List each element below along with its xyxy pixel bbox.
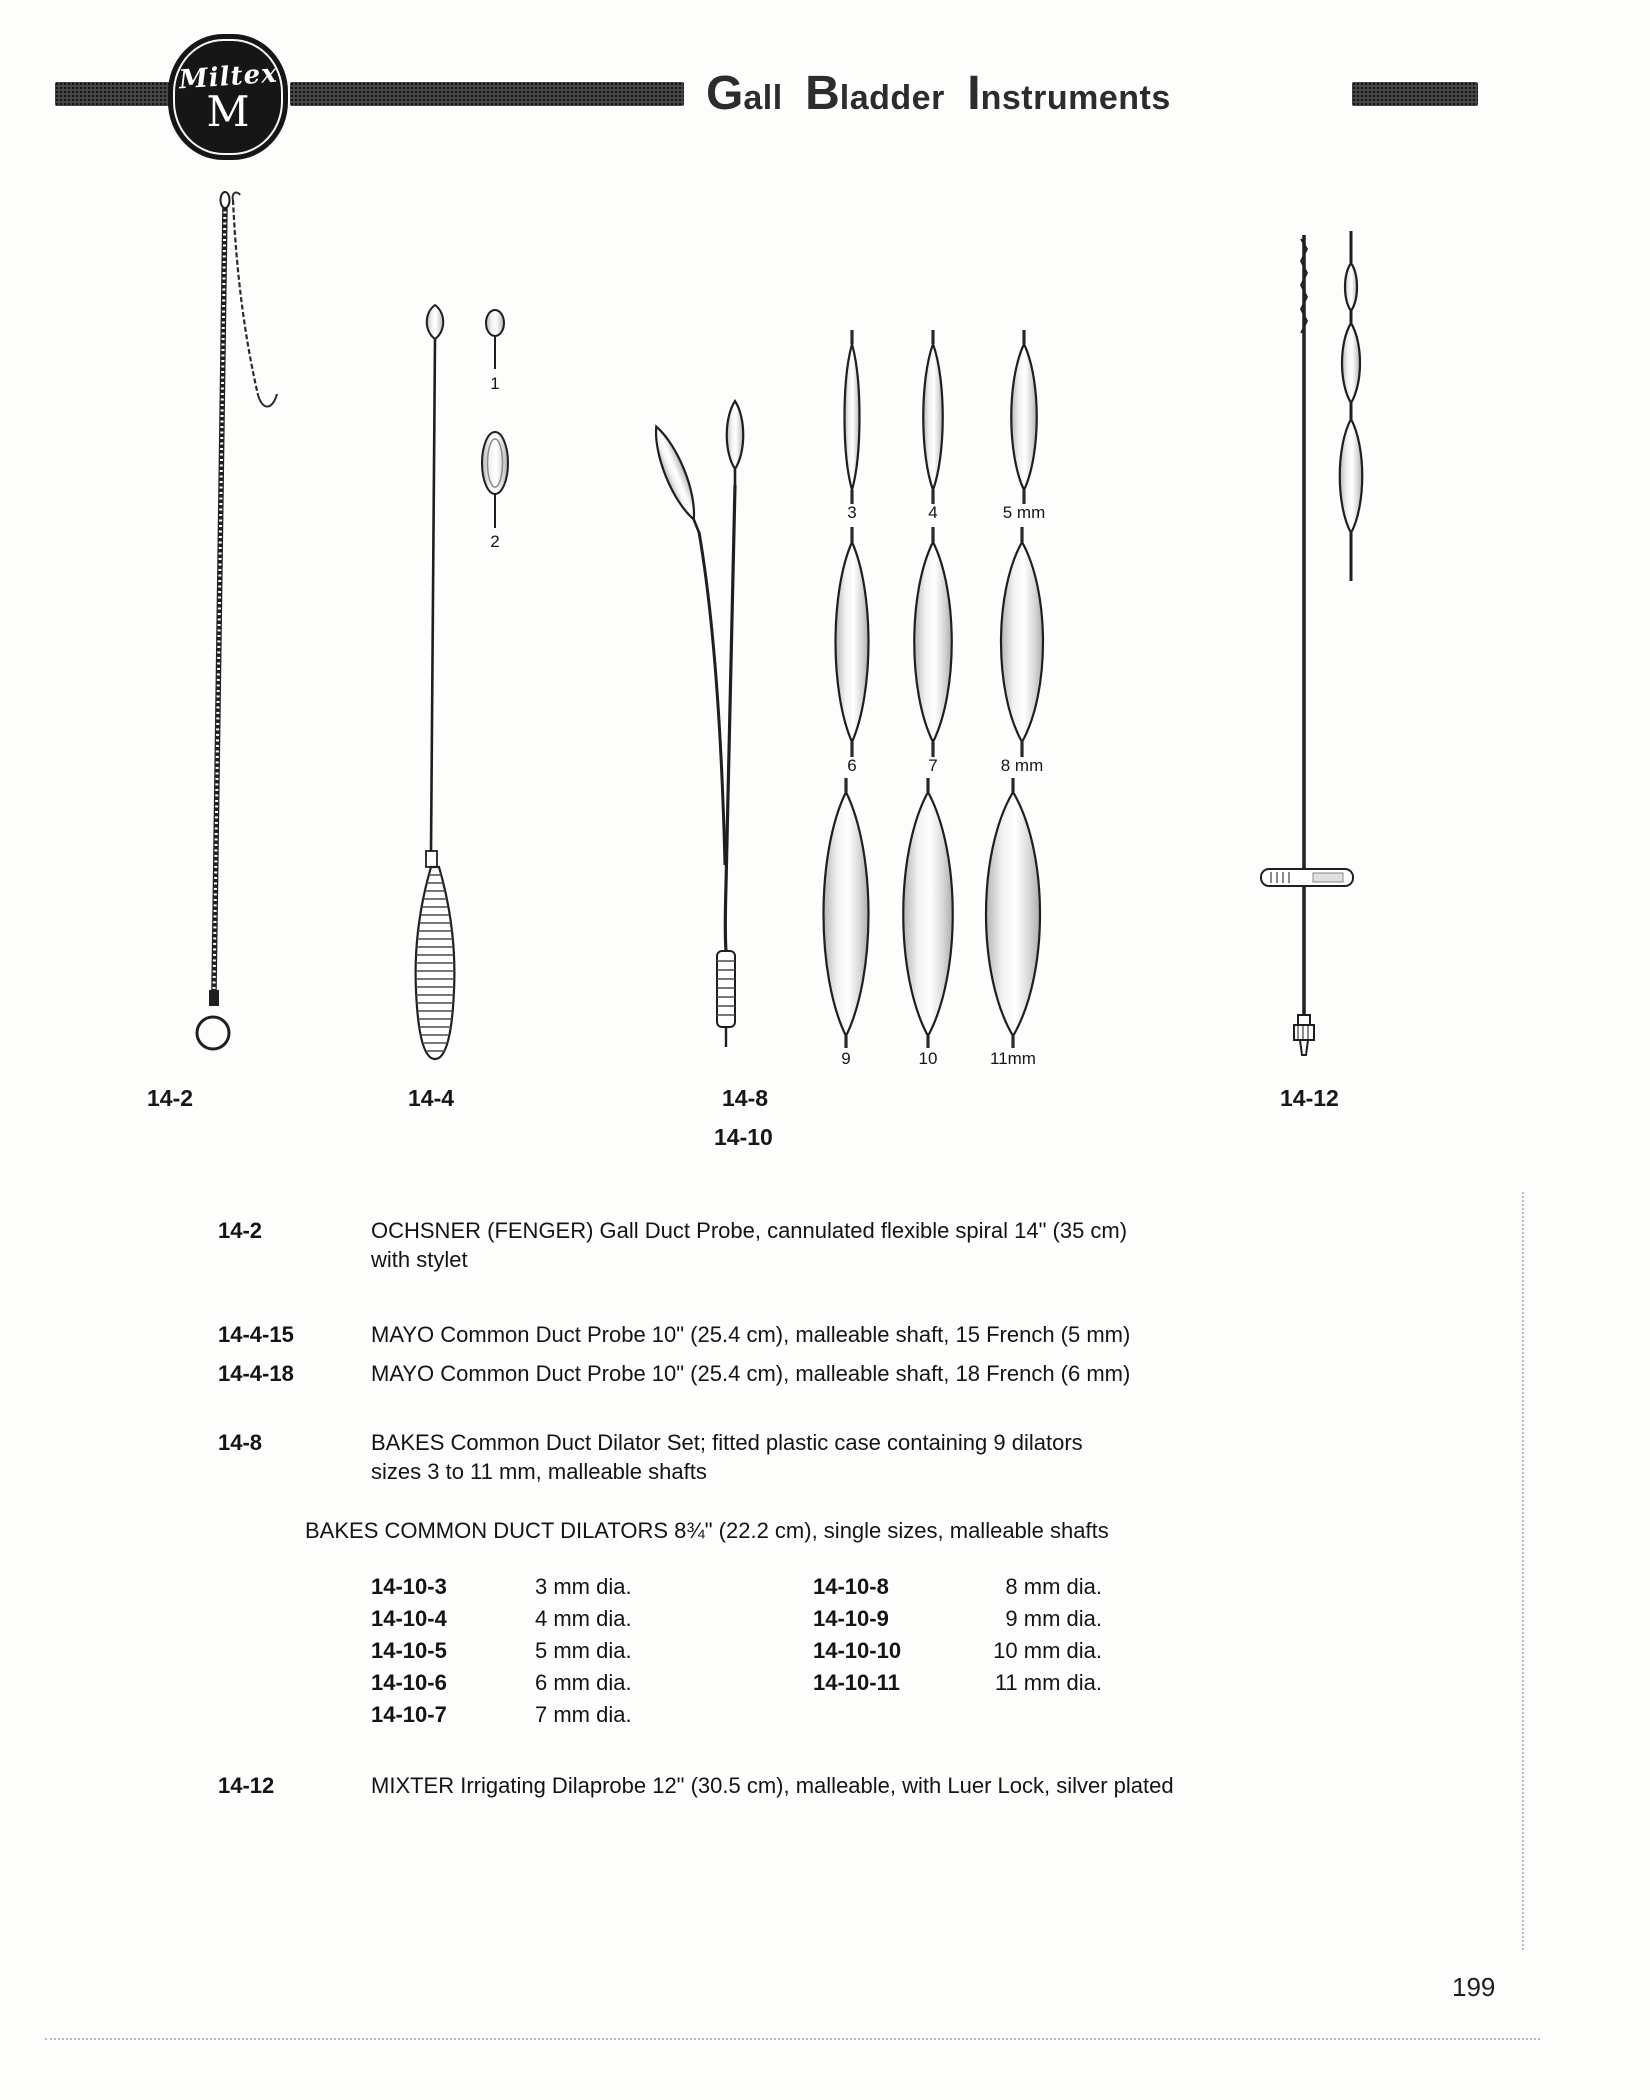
size-code: 14-10-6 — [371, 1670, 447, 1695]
listing-description — [371, 1359, 1438, 1388]
dilator-size-label: 4 — [928, 503, 938, 522]
title-word: Instruments — [967, 67, 1171, 120]
probe-tip-loop — [221, 192, 230, 208]
dilator-size-label: 9 — [841, 1049, 851, 1068]
listing-14-4-15 — [218, 1320, 1438, 1349]
bakes-dilators-heading: BAKES COMMON DUCT DILATORS 8¾" (22.2 cm), single sizes, malleable shafts — [305, 1518, 1109, 1543]
figure-label-14-12: 14-12 — [1280, 1085, 1339, 1111]
miltex-logo-script: Miltex — [177, 58, 279, 96]
listing-description — [371, 1771, 1438, 1800]
figure-label-14-10: 14-10 — [714, 1124, 773, 1150]
size-value: 8 mm dia. — [1005, 1574, 1102, 1599]
size-code: 14-10-10 — [813, 1638, 902, 1663]
illustration-dilator-set-14-10 — [808, 322, 1108, 1072]
olive-dilator-tip-left — [647, 423, 703, 523]
olive-dilator-4mm — [923, 344, 943, 490]
product-listings — [218, 1216, 1438, 1800]
dilator-size-label: 11mm — [990, 1049, 1036, 1068]
illustration-dilaprobe-14-12 — [1245, 223, 1415, 1078]
listing-description-line: with stylet — [371, 1247, 468, 1272]
listing-code: 14-8 — [218, 1430, 263, 1455]
graduated-olive-small — [1345, 263, 1357, 311]
title-word: Gall — [706, 67, 783, 120]
title-word: Bladder — [805, 67, 945, 120]
illustration-dilator-14-8 — [615, 385, 805, 1075]
listing-description-line: sizes 3 to 11 mm, malleable shafts — [371, 1459, 707, 1484]
olive-dilator-11mm — [986, 792, 1040, 1036]
olive-dilator-9mm — [824, 792, 869, 1036]
illustration-probe-14-2 — [140, 190, 290, 1080]
olive-dilator-6mm — [836, 542, 869, 742]
probe-collar — [209, 990, 219, 1006]
page-number: 199 — [1452, 1972, 1496, 2002]
size-value: 7 mm dia. — [535, 1702, 632, 1727]
listing-description-line: MAYO Common Duct Probe 10" (25.4 cm), malleable shaft, 15 French (5 mm) — [371, 1322, 1131, 1347]
size-value: 11 mm dia. — [994, 1670, 1102, 1695]
figure-label-14-4: 14-4 — [408, 1085, 455, 1111]
stylet-hook — [258, 394, 277, 407]
miltex-logo — [168, 34, 288, 160]
probe-shaft — [431, 339, 435, 851]
stylet — [233, 200, 258, 395]
size-value: 9 mm dia. — [1005, 1606, 1102, 1631]
tip-style-label: 2 — [490, 532, 500, 551]
handle-ferrule — [426, 851, 437, 867]
tip-style-label: 1 — [490, 374, 500, 393]
listing-14-2 — [218, 1216, 1438, 1274]
figure-label-14-8: 14-8 — [722, 1085, 769, 1111]
olive-dilator-10mm — [903, 792, 953, 1036]
stylet-curl — [233, 193, 240, 200]
olive-dilator-5mm — [1011, 344, 1037, 490]
probe-tip-style-2 — [482, 432, 508, 494]
listing-code: 14-4-15 — [218, 1322, 294, 1347]
graduated-olive-large — [1340, 419, 1363, 533]
listing-description-line: OCHSNER (FENGER) Gall Duct Probe, cannulated flexible spiral 14" (35 cm) — [371, 1218, 1128, 1243]
luer-collar — [1298, 1015, 1310, 1025]
header-bar-right — [1352, 82, 1478, 106]
listing-14-4-18 — [218, 1359, 1438, 1388]
olive-dilator-tip-right — [727, 401, 744, 469]
size-code: 14-10-8 — [813, 1574, 889, 1599]
listing-description — [371, 1428, 1438, 1486]
size-value: 6 mm dia. — [535, 1670, 632, 1695]
size-value: 3 mm dia. — [535, 1574, 632, 1599]
size-code: 14-10-9 — [813, 1606, 889, 1631]
probe-ring-handle — [197, 1017, 229, 1049]
listing-14-8 — [218, 1428, 1438, 1486]
listing-code: 14-12 — [218, 1773, 275, 1798]
scan-dotted-line-bottom — [45, 2038, 1540, 2040]
listing-description — [371, 1320, 1438, 1349]
size-code: 14-10-7 — [371, 1702, 447, 1727]
dilator-size-label: 10 — [918, 1049, 938, 1068]
miltex-logo-content — [168, 34, 288, 160]
luer-lock-nut — [1294, 1025, 1314, 1040]
figure-label-14-2: 14-2 — [147, 1085, 194, 1111]
olive-dilator-8mm — [1001, 542, 1043, 742]
probe-tip-style-1 — [486, 310, 504, 336]
size-value: 4 mm dia. — [535, 1606, 632, 1631]
listing-code: 14-4-18 — [218, 1361, 294, 1386]
listing-description-line: BAKES Common Duct Dilator Set; fitted plastic case containing 9 dilators — [371, 1430, 1083, 1455]
listing-description-line: MIXTER Irrigating Dilaprobe 12" (30.5 cm), malleable, with Luer Lock, silver plated — [371, 1773, 1174, 1798]
listing-description — [371, 1216, 1438, 1274]
miltex-logo-letter: M — [206, 87, 250, 137]
size-code: 14-10-4 — [371, 1606, 447, 1631]
size-code: 14-10-3 — [371, 1574, 447, 1599]
dilator-size-label: 6 — [847, 756, 857, 775]
listing-code: 14-2 — [218, 1218, 263, 1243]
size-value: 5 mm dia. — [535, 1638, 632, 1663]
header-bar-left — [55, 82, 171, 106]
olive-dilator-3mm — [845, 344, 860, 490]
listing-14-12 — [218, 1771, 1438, 1800]
scan-dotted-line-vertical — [1522, 1192, 1524, 1950]
luer-tip — [1300, 1040, 1308, 1055]
probe-olive-tip — [427, 305, 444, 339]
malleable-shaft-left — [699, 532, 725, 865]
dilator-size-label: 8 mm — [1000, 756, 1044, 775]
dilator-size-label: 7 — [928, 756, 938, 775]
dilator-size-label: 5 mm — [1002, 503, 1046, 522]
size-code: 14-10-11 — [813, 1670, 900, 1695]
header-bar-middle — [290, 82, 684, 106]
listing-description-line: MAYO Common Duct Probe 10" (25.4 cm), malleable shaft, 18 French (6 mm) — [371, 1361, 1131, 1386]
size-value: 10 mm dia. — [993, 1638, 1102, 1663]
size-table — [371, 1571, 1438, 1731]
malleable-shaft-right — [725, 485, 735, 951]
dilator-size-label: 3 — [847, 503, 857, 522]
size-code: 14-10-5 — [371, 1638, 447, 1663]
illustration-probe-14-4 — [395, 293, 535, 1083]
graduated-olive-medium — [1342, 323, 1360, 403]
olive-dilator-7mm — [914, 542, 952, 742]
page-title — [706, 66, 1189, 121]
